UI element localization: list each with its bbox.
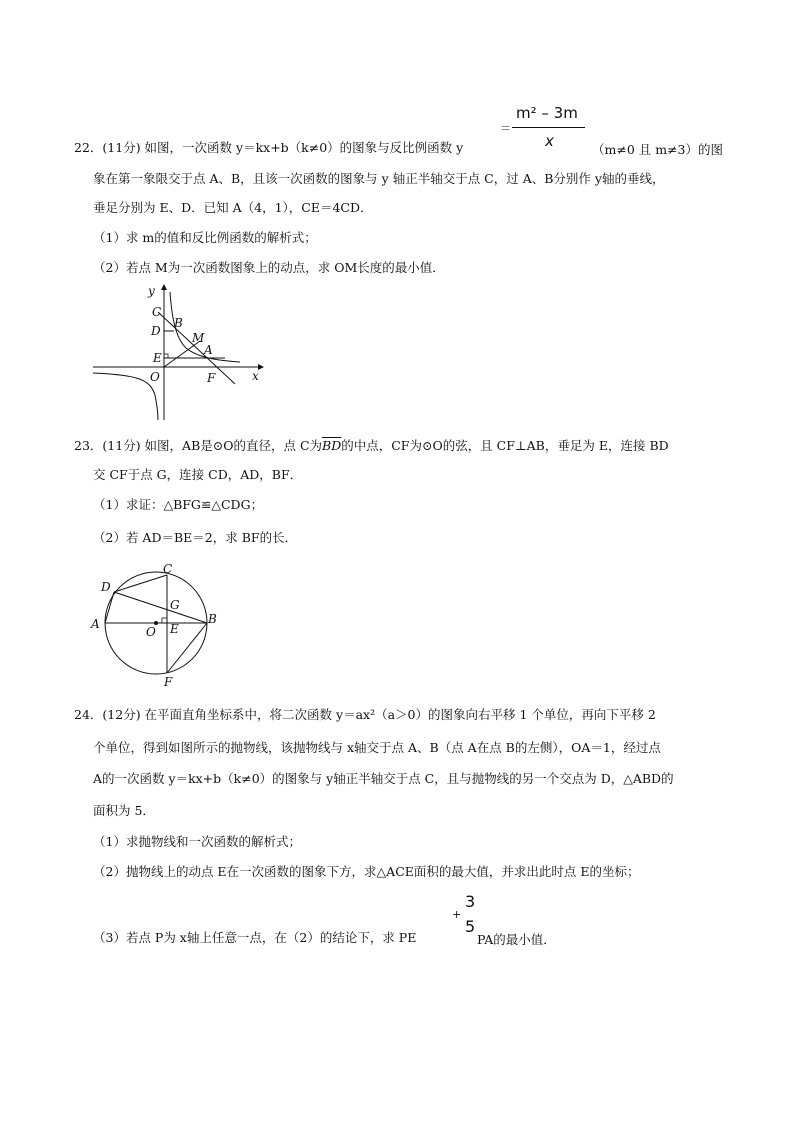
q24-line-4: 面积为 5． (93, 803, 155, 818)
q22-fig-label-c: C (152, 305, 162, 319)
q22-fig-label-e: E (153, 351, 162, 365)
q24-part-3-denominator: 5 (465, 917, 476, 936)
q22-fig-label-m: M (192, 331, 205, 345)
q22-fig-label-f: F (207, 371, 216, 385)
q22-fig-label-b: B (174, 316, 183, 330)
q24-line-1: 24．(12分) 在平面直角坐标系中，将二次函数 y＝ax²（a＞0）的图象向右平移 1 个单位，再向下平移 2 (74, 707, 656, 722)
q24-line-3: A的一次函数 y＝kx+b（k≠0）的图象与 y轴正半轴交于点 C，且与抛物线的另一个交点为 D，△ABD的 (93, 771, 674, 786)
q22-line-2: 象在第一象限交于点 A、B，且该一次函数的图象与 y 轴正半轴交于点 C，过 A、B分别作 y轴的垂线， (93, 171, 665, 186)
q24-part-2: （2）抛物线上的动点 E在一次函数的图象下方，求△ACE面积的最大值，并求出此时点 E的坐标； (93, 864, 640, 879)
q23-fig-label-c: C (163, 562, 173, 576)
q23-fig-label-a: A (91, 617, 100, 631)
q23-line-1-a: 23．(11分) 如图，AB是⊙O的直径，点 C为 (74, 438, 323, 453)
q22-fig-label-d: D (151, 324, 161, 338)
q22-fig-label-o: O (150, 370, 160, 384)
q23-line-2: 交 CF于点 G，连接 CD，AD，BF． (93, 467, 303, 482)
q23-line-1-b: 的中点，CF为⊙O的弦，且 CF⊥AB，垂足为 E，连接 BD (341, 438, 669, 453)
q24-part-3-a: （3）若点 P为 x轴上任意一点，在（2）的结论下，求 PE (93, 930, 417, 945)
q22-part-2: （2）若点 M为一次函数图象上的动点，求 OM长度的最小值． (93, 260, 445, 275)
q23-fig-label-e: E (170, 622, 179, 636)
q23-part-1: （1）求证：△BFG≌△CDG； (93, 497, 264, 512)
q24-line-2: 个单位，得到如图所示的抛物线，该抛物线与 x轴交于点 A、B（点 A在点 B的左侧），OA＝1，经过点 (93, 740, 661, 755)
q22-line-1-cont: （m≠0 且 m≠3）的图 (592, 142, 724, 157)
q23-fig-label-o: O (146, 625, 156, 639)
q23-arc-bd: $\overline{BD}$ (322, 438, 342, 453)
q22-line-3: 垂足分别为 E、D．已知 A（4，1），CE＝4CD． (93, 200, 373, 215)
q22-fig-label-y: y (148, 284, 155, 298)
q24-part-1: （1）求抛物线和一次函数的解析式； (93, 834, 301, 849)
q22-fraction-numerator: m² – 3m (516, 104, 578, 122)
q23-fig-label-g: G (170, 598, 180, 612)
q22-fig-label-x: x (252, 369, 259, 383)
q23-fig-label-d: D (101, 580, 111, 594)
q23-fig-label-b: B (208, 612, 217, 626)
q23-part-2: （2）若 AD＝BE＝2，求 BF的长． (93, 530, 298, 545)
q22-equals: ＝ (500, 122, 511, 135)
q24-part-3-numerator: 3 (465, 892, 476, 911)
q22-fig-label-a: A (204, 343, 213, 357)
q22-part-1: （1）求 m的值和反比例函数的解析式； (93, 230, 317, 245)
q22-line-1: 22．(11分) 如图，一次函数 y＝kx+b（k≠0）的图象与反比例函数 y (74, 140, 464, 155)
q24-part-3-b: PA的最小值． (477, 932, 556, 947)
q22-fraction-denominator: x (545, 132, 554, 150)
q24-part-3-plus: + (452, 908, 462, 921)
q23-fig-label-f: F (164, 675, 173, 689)
